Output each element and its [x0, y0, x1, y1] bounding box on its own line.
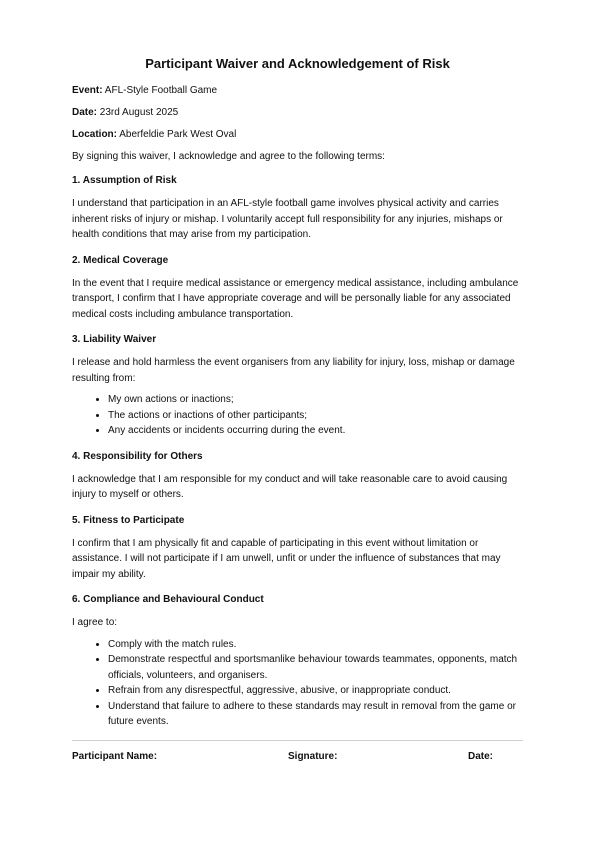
location-line	[72, 128, 523, 141]
signature-label: Signature:	[288, 750, 338, 762]
section-body-assumption-of-risk: I understand that participation in an AFL-style football game involves physical activity and carries inherent risks of injury or mishap. I voluntarily accept full responsibility for any injuries, mishaps or health conditions that may arise from my participation.	[72, 198, 503, 240]
intro-text: By signing this waiver, I acknowledge and agree to the following terms:	[72, 151, 385, 162]
liability-list	[72, 392, 524, 439]
list-item: • Refrain from any disrespectful, aggressive, abusive, or inappropriate conduct.	[108, 683, 524, 699]
date-value: 23rd August 2025	[97, 107, 179, 118]
section-heading-fitness-to-participate: 5. Fitness to Participate	[72, 514, 185, 526]
section-body-compliance-conduct: I agree to:	[72, 617, 118, 628]
section-heading-medical-coverage: 2. Medical Coverage	[72, 254, 169, 266]
signature-row	[72, 751, 523, 767]
section-heading-compliance-conduct: 6. Compliance and Behavioural Conduct	[72, 594, 264, 605]
signature-divider	[72, 740, 523, 741]
section-body-fitness-to-participate: I confirm that I am physically fit and capable of participating in this event without limitation or assistance. I will not participate if I am unwell, unfit or under the influence of substances that may impair my ability.	[72, 537, 501, 580]
date-line	[72, 106, 523, 119]
document-title: Participant Waiver and Acknowledgement of Risk	[145, 56, 450, 71]
location-value: Aberfeldie Park West Oval	[117, 129, 237, 140]
list-item: • Understand that failure to adhere to these standards may result in removal from the game or future events.	[108, 699, 524, 730]
list-item: • Comply with the match rules.	[108, 637, 524, 653]
event-label: Event:	[72, 85, 103, 96]
section-heading-responsibility-for-others: 4. Responsibility for Others	[72, 450, 203, 462]
list-item: • My own actions or inactions;	[108, 392, 524, 408]
compliance-list	[72, 637, 524, 730]
section-heading-liability-waiver: 3. Liability Waiver	[72, 334, 157, 345]
sign-date-label: Date:	[468, 750, 494, 762]
participant-name-label: Participant Name:	[72, 750, 158, 762]
list-item: • Demonstrate respectful and sportsmanlike behaviour towards teammates, opponents, match officials, volunteers, and organisers.	[108, 652, 524, 683]
list-item: • The actions or inactions of other participants;	[108, 408, 524, 424]
location-label: Location:	[72, 129, 117, 140]
list-item: • Any accidents or incidents occurring during the event.	[108, 423, 524, 439]
event-value: AFL-Style Football Game	[102, 85, 218, 96]
section-body-responsibility-for-others: I acknowledge that I am responsible for my conduct and will take reasonable care to avoid causing injury to myself or others.	[72, 473, 508, 500]
section-heading-assumption-of-risk: 1. Assumption of Risk	[72, 175, 177, 186]
section-body-medical-coverage: In the event that I require medical assistance or emergency medical assistance, including ambulance transport, I confirm that I have appropriate coverage and will be personally liable for any associated medical costs including ambulance transportation.	[72, 277, 519, 320]
event-line	[72, 84, 523, 97]
date-label: Date:	[72, 107, 98, 118]
section-body-liability-waiver: I release and hold harmless the event organisers from any liability for injury, loss, mishap or damage resulting from:	[72, 357, 515, 384]
